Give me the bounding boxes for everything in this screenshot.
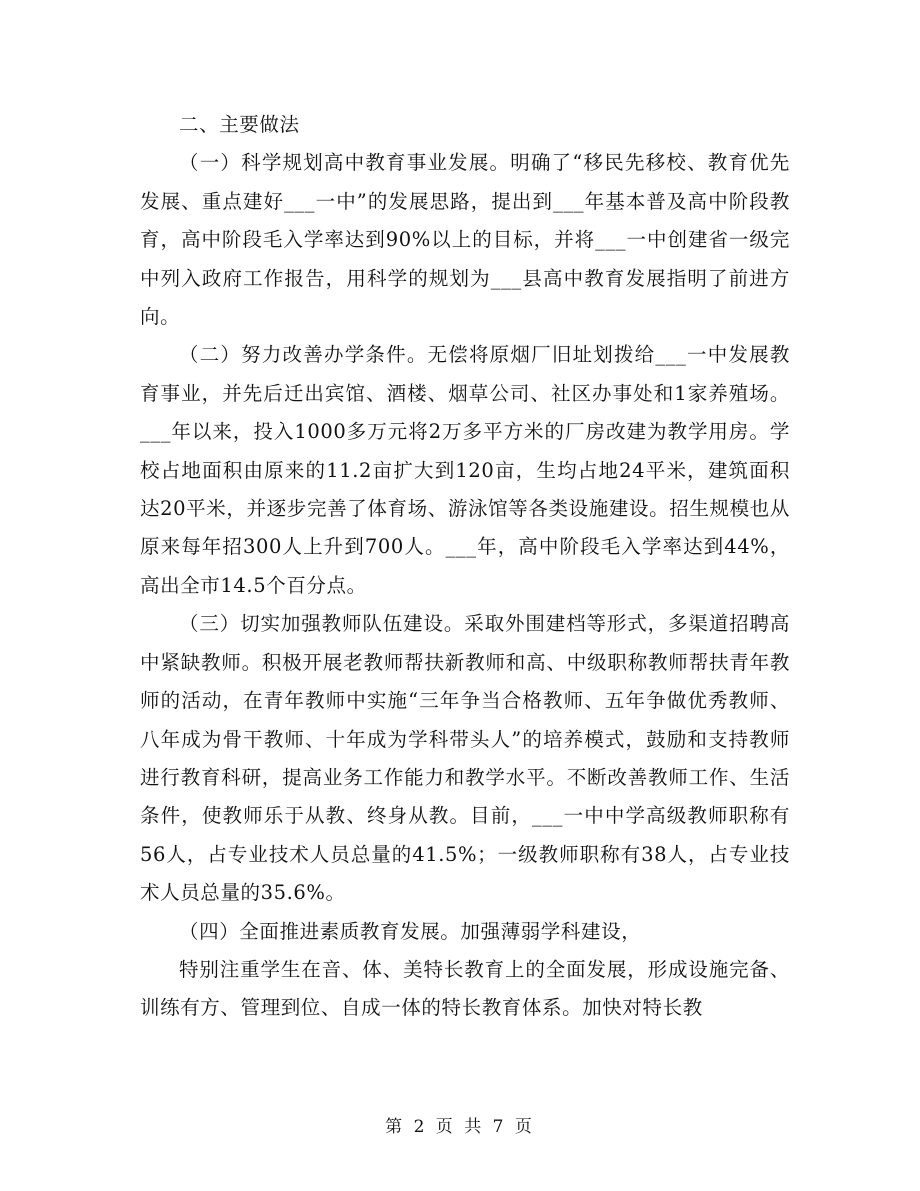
paragraph-quality-education: （四）全面推进素质教育发展。加强薄弱学科建设， [179,919,642,943]
paragraph-planning: （一）科学规划高中教育事业发展。明确了“移民先移校、教育优先发展、重点建好___一中”的发展思路，提出到___年基本普及高中阶段教育，高中阶段毛入学率达到90%以上的目标，并将___一中创建省一级完中列入政府工作报告，用科学的规划为___县高中教育发展指明了前进方向。 [140,151,790,329]
section-heading: 二、主要做法 [179,113,300,136]
paragraph-conditions: （二）努力改善办学条件。无偿将原烟厂旧址划拨给___一中发展教育事业，并先后迁出宾馆、酒楼、烟草公司、社区办事处和1家养殖场。___年以来，投入1000多万元将2万多平方米的厂房改建为教学用房。学校占地面积由原来的11.2亩扩大到120亩，生均占地24平米，建筑面积达20平米，并逐步完善了体育场、游泳馆等各类设施建设。招生规模也从原来每年招300人上升到700人。___年，高中阶段毛入学率达到44%，高出全市14.5个百分点。 [140,343,790,597]
page-number-footer: 第 2 页 共 7 页 [385,1117,535,1137]
paragraph-specialty-education: 特别注重学生在音、体、美特长教育上的全面发展，形成设施完备、训练有方、管理到位、自成一体的特长教育体系。加快对特长教 [140,957,790,1020]
paragraph-teachers: （三）切实加强教师队伍建设。采取外围建档等形式，多渠道招聘高中紧缺教师。积极开展老教师帮扶新教师和高、中级职称教师帮扶青年教师的活动，在青年教师中实施“三年争当合格教师、五年争做优秀教师、八年成为骨干教师、十年成为学科带头人”的培养模式，鼓励和支持教师进行教育科研，提高业务工作能力和教学水平。不断改善教师工作、生活条件，使教师乐于从教、终身从教。目前，___一中中学高级教师职称有56人，占专业技术人员总量的41.5%；一级教师职称有38人，占专业技术人员总量的35.6%。 [140,612,790,905]
document-body [140,106,790,1028]
